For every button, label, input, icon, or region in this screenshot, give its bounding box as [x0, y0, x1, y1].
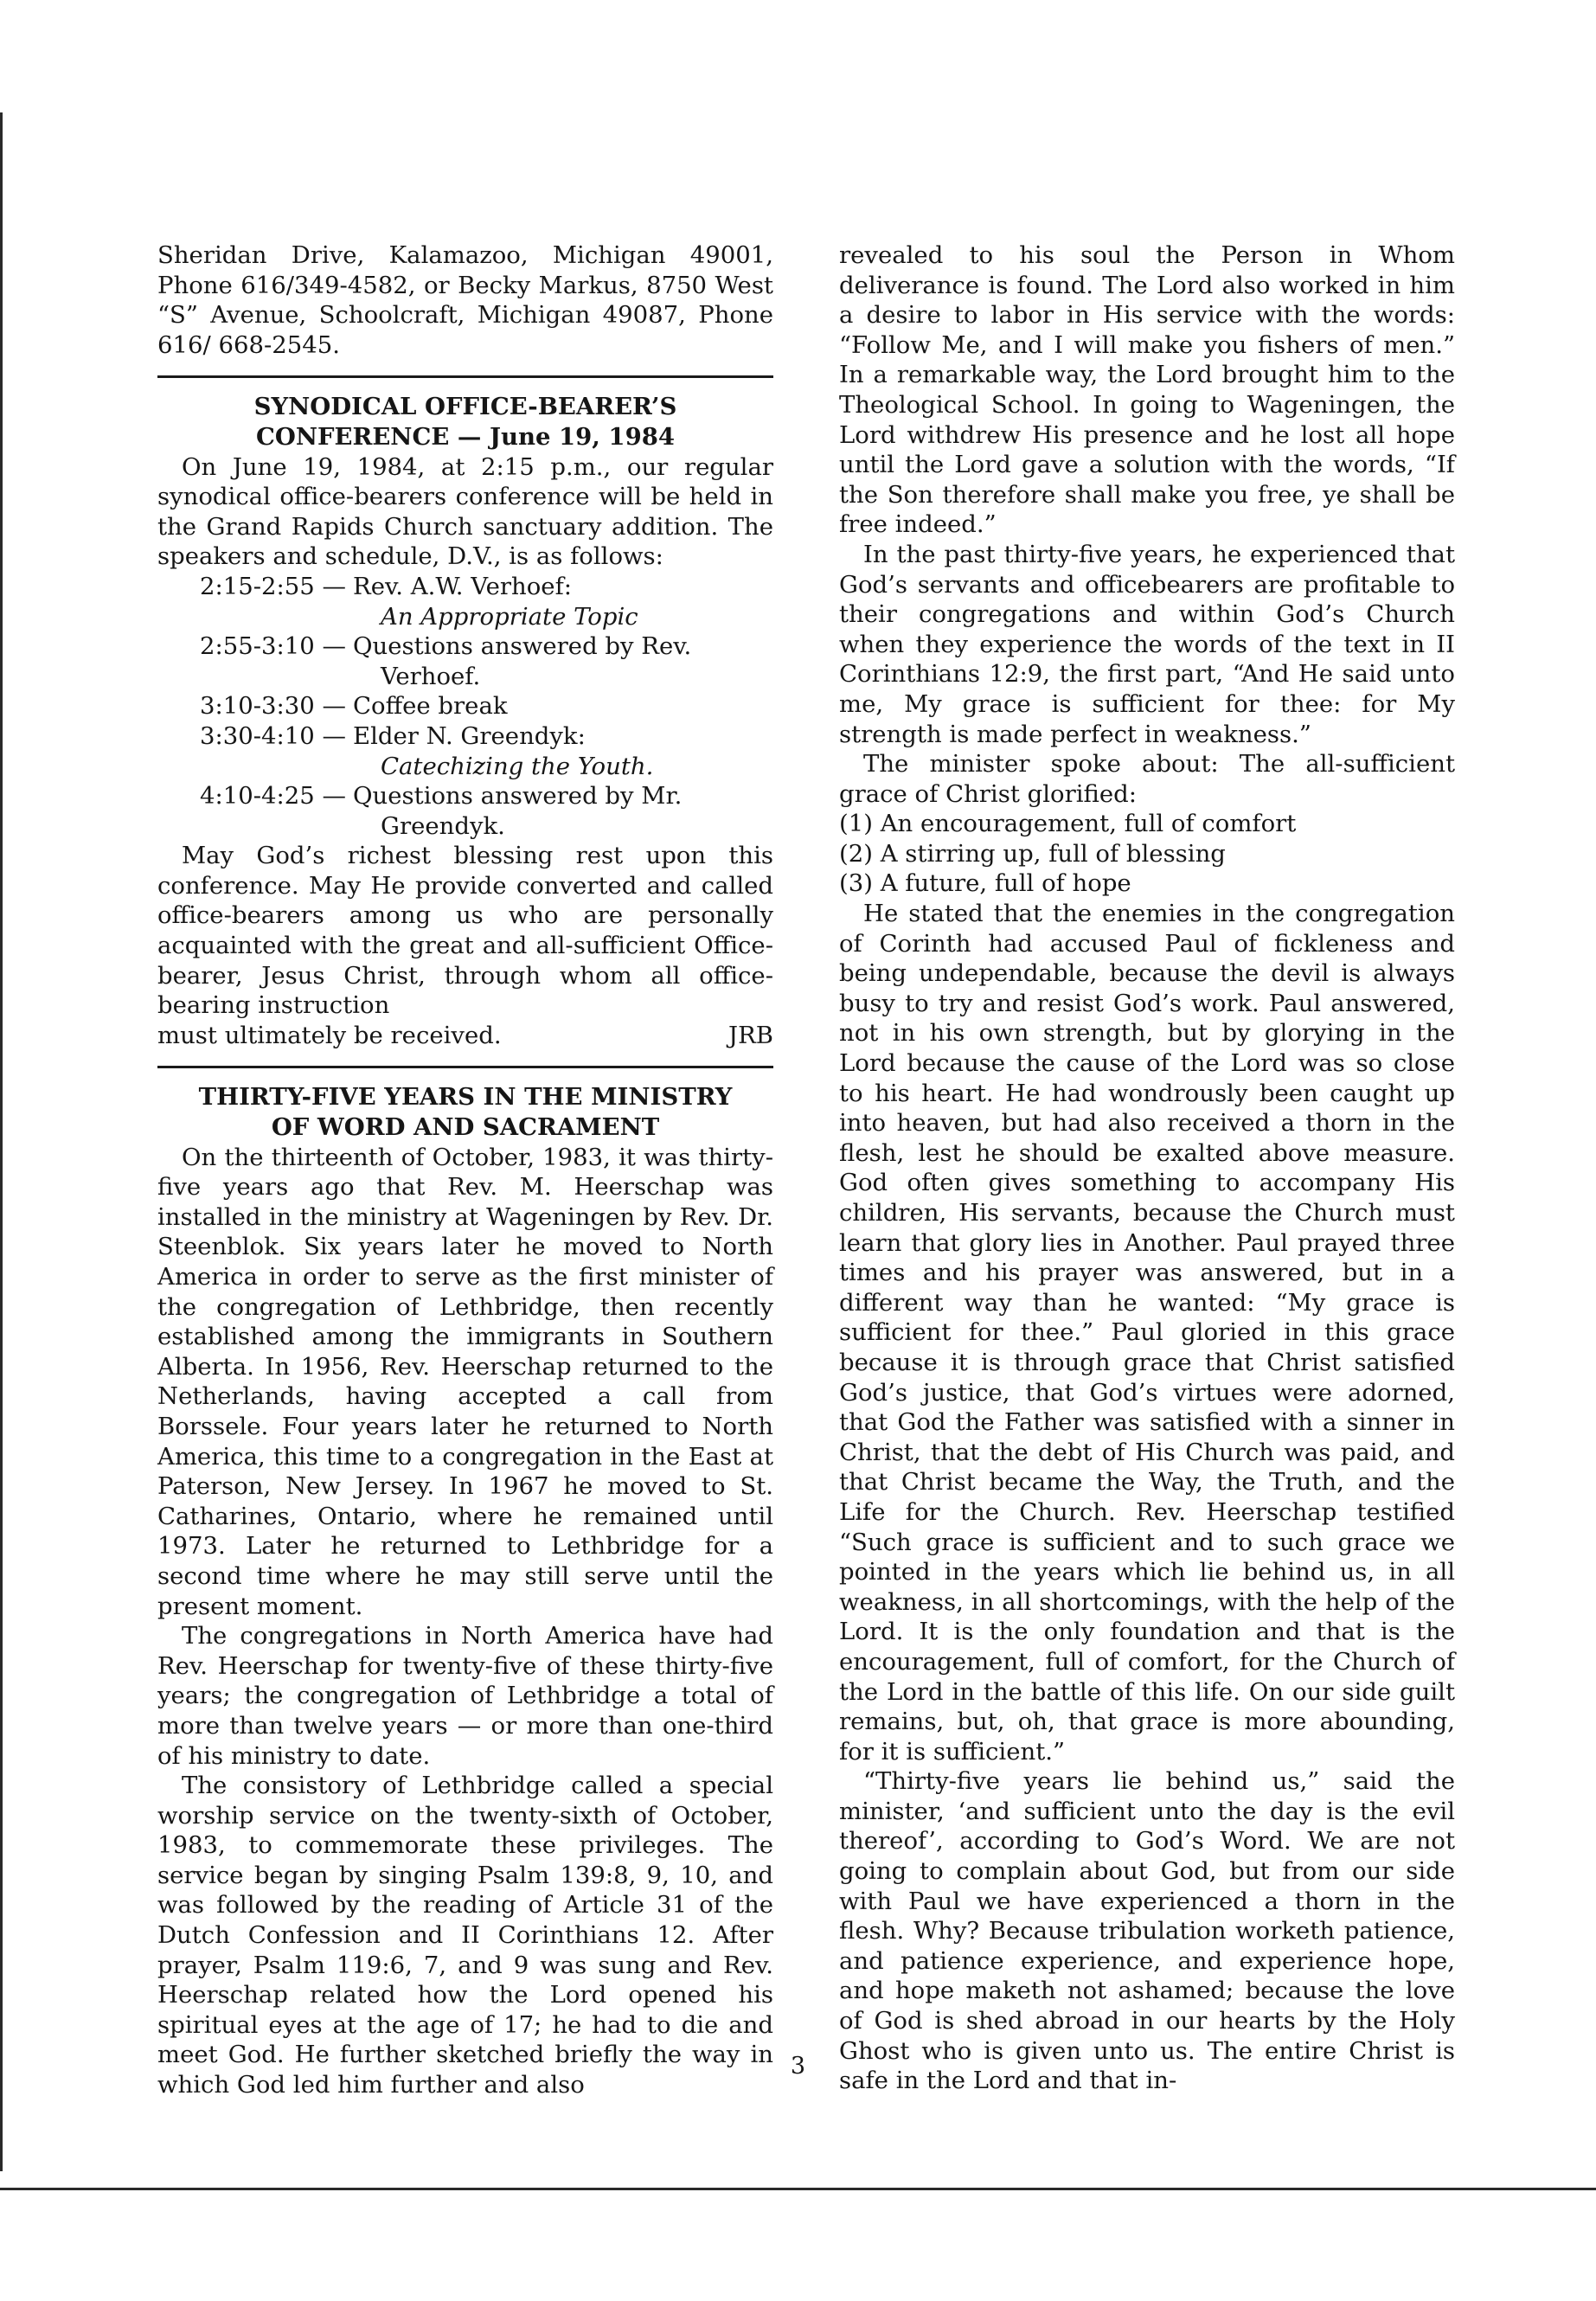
conference-closing-last-line	[157, 1021, 773, 1051]
list-item: (2) A stirring up, full of blessing	[839, 839, 1226, 868]
page-number: 3	[790, 2053, 806, 2080]
schedule-item	[157, 721, 773, 752]
conference-schedule	[157, 572, 773, 841]
address-paragraph: Sheridan Drive, Kalamazoo, Michigan 49001, Phone 616/349-4582, or Becky Markus, 8750 West “S” Avenue, Schoolcraft, Michigan 49087, Phone 616/ 668-2545.	[157, 241, 773, 359]
signature: JRB	[728, 1021, 773, 1049]
article-paragraph: revealed to his soul the Person in Whom deliverance is found. The Lord also worked in him a desire to labor in His service with the words: “Follow Me, and I will make you fishers of men.” In a remarkable way, the Lord brought him to the Theological School. In going to Wageningen, the Lord withdrew His presence and he lost all hope until the Lord gave a solution with the words, “If the Son therefore shall make you free, ye shall be free indeed.”	[839, 241, 1455, 539]
section-divider	[157, 1066, 773, 1068]
schedule-time: 2:15-2:55 —	[199, 572, 346, 600]
article-paragraph: On the thirteenth of October, 1983, it was thirty-five years ago that Rev. M. Heerschap was installed in the ministry at Wageningen by Rev. Dr. Steenblok. Six years later he moved to North America in order to serve as the first minister of the congregation of Lethbridge, then recently established among the immigrants in Southern Alberta. In 1956, Rev. Heerschap returned to the Netherlands, having accepted a call from Borssele. Four years later he returned to North America, this time to a congregation in the East at Paterson, New Jersey. In 1967 he moved to St. Catharines, Ontario, where he remained until 1973. Later he returned to Lethbridge for a second time where he may still serve until the present moment.	[157, 1143, 773, 1620]
schedule-description: Questions answered by Mr.	[353, 782, 683, 811]
schedule-description: Questions answered by Rev.	[353, 632, 692, 661]
schedule-item	[157, 631, 773, 662]
schedule-time: 4:10-4:25 —	[199, 782, 346, 811]
conference-intro: On June 19, 1984, at 2:15 p.m., our regular synodical office-bearers conference will be held in the Grand Rapids Church sanctuary addition. The speakers and schedule, D.V., is as follows:	[157, 452, 773, 571]
schedule-description: Coffee break	[353, 692, 508, 721]
schedule-topic: An Appropriate Topic	[381, 602, 638, 631]
section-divider	[157, 375, 773, 378]
schedule-continuation: Greendyk.	[381, 811, 505, 840]
schedule-time: 3:10-3:30 —	[199, 692, 346, 721]
scan-border-bottom	[0, 2188, 1596, 2190]
schedule-continuation: Verhoef.	[381, 662, 481, 690]
article-paragraph: The congregations in North America have had Rev. Heerschap for twenty-five of these thirty-five years; the congregation of Lethbridge a total of more than twelve years — or more than one-third of his ministry to date.	[157, 1622, 773, 1770]
right-column	[839, 240, 1455, 2096]
scan-border-left	[0, 112, 3, 2171]
article-paragraph: He stated that the enemies in the congregation of Corinth had accused Paul of fickleness and being undependable, because the devil is always busy to try and resist God’s work. Paul answered, not in his own strength, but by glorying in the Lord because the cause of the Lord was so close to his heart. He had wondrously been caught up into heaven, but had also received a thorn in the flesh, lest he should be exalted above measure. God often gives something to accompany His children, His servants, because the Church must learn that glory lies in Another. Paul prayed three times and his prayer was answered, but in a different way than he wanted: “My grace is sufficient for thee.” Paul gloried in this grace because it is through grace that Christ satisfied God’s justice, that God’s virtues were adorned, that God the Father was satisfied with a sinner in Christ, that the debt of His Church was paid, and that Christ became the Way, the Truth, and the Life for the Church. Rev. Heerschap testified “Such grace is sufficient and to such grace we pointed in the years which lie behind us, in all weakness, in all shortcomings, with the help of the Lord. It is the only foundation and that is the encouragement, full of comfort, for the Church of the Lord in the battle of this life. On our side guilt remains, but, oh, that grace is more abounding, for it is sufficient.”	[839, 900, 1455, 1766]
schedule-description: Elder N. Greendyk:	[353, 721, 586, 750]
schedule-item	[157, 572, 773, 602]
article-paragraph: “Thirty-five years lie behind us,” said the minister, ‘and sufficient unto the day is the evil thereof’, according to God’s Word. We are not going to complain about God, but from our side with Paul we have experienced a thorn in the flesh. Why? Because tribulation worketh patience, and patience experience, and experience hope, and hope maketh not ashamed; because the love of God is shed abroad in our hearts by the Holy Ghost who is given unto us. The entire Christ is safe in the Lord and that in-	[839, 1767, 1455, 2095]
left-column	[157, 240, 773, 2100]
sermon-points-list	[839, 809, 1455, 899]
article-paragraph: In the past thirty-five years, he experienced that God’s servants and officebearers are profitable to their congregations and within God’s Church when they experience the words of the text in II Corinthians 12:9, the first part, “And He said unto me, My grace is sufficient for thee: for My strength is made perfect in weakness.”	[839, 540, 1455, 748]
conference-title-line-2: CONFERENCE — June 19, 1984	[256, 422, 675, 451]
article-paragraph: The consistory of Lethbridge called a special worship service on the twenty-sixth of October, 1983, to commemorate these privileges. The service began by singing Psalm 139:8, 9, 10, and was followed by the reading of Article 31 of the Dutch Confession and II Corinthians 12. After prayer, Psalm 119:6, 7, and 9 was sung and Rev. Heerschap related how the Lord opened his spiritual eyes at the age of 17; he had to die and meet God. He further sketched briefly the way in which God led him further and also	[157, 1772, 773, 2099]
schedule-description: Rev. A.W. Verhoef:	[353, 572, 573, 600]
article-title-line-2: OF WORD AND SACRAMENT	[271, 1113, 660, 1142]
list-item: (1) An encouragement, full of comfort	[839, 810, 1297, 838]
list-item: (3) A future, full of hope	[839, 869, 1131, 898]
schedule-item	[157, 781, 773, 811]
conference-title-line-1: SYNODICAL OFFICE-BEARER’S	[253, 393, 677, 421]
article-title-line-1: THIRTY-FIVE YEARS IN THE MINISTRY	[198, 1083, 733, 1112]
schedule-topic: Catechizing the Youth.	[381, 752, 654, 780]
schedule-time: 2:55-3:10 —	[199, 632, 346, 661]
schedule-time: 3:30-4:10 —	[199, 721, 346, 750]
article-paragraph: The minister spoke about: The all-sufficient grace of Christ glorified:	[839, 750, 1455, 808]
conference-closing-end: must ultimately be received.	[157, 1021, 502, 1049]
conference-closing: May God’s richest blessing rest upon this conference. May He provide converted and called office-bearers among us who are personally acquainted with the great and all-sufficient Office-bearer, Jesus Christ, through whom all office-bearing instruction	[157, 842, 773, 1020]
schedule-item	[157, 691, 773, 721]
